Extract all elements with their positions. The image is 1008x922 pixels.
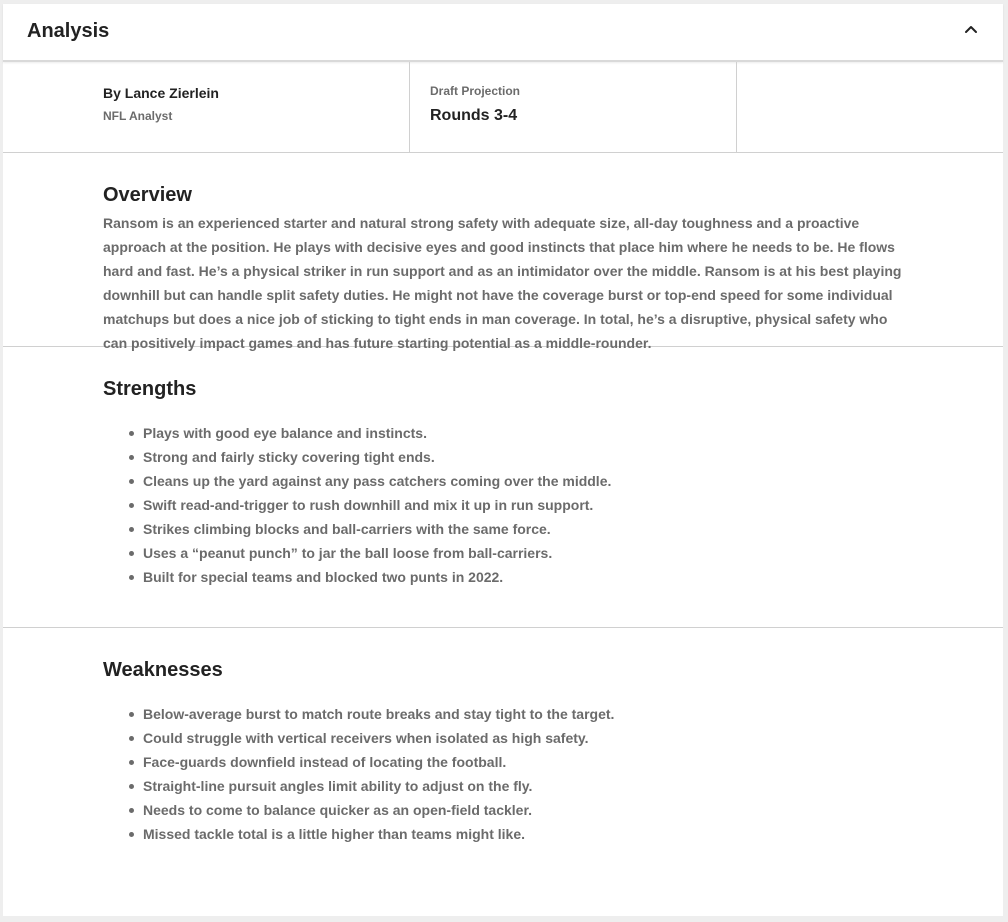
strengths-heading: Strengths [103,378,197,400]
weakness-item: Straight-line pursuit angles limit ability to adjust on the fly. [143,774,907,798]
analysis-card [3,4,1003,916]
analysis-title: Analysis [27,20,110,42]
weaknesses-section [3,628,1003,846]
strength-item: Swift read-and-trigger to rush downhill and mix it up in run support. [143,493,907,517]
weakness-item: Needs to come to balance quicker as an open-field tackler. [143,798,907,822]
strength-item: Plays with good eye balance and instincts. [143,421,907,445]
overview-section [3,153,1003,351]
draft-projection-label: Draft Projection [430,84,521,98]
strength-item: Strikes climbing blocks and ball-carriers with the same force. [143,517,907,541]
weakness-item: Below-average burst to match route breaks and stay tight to the target. [143,702,907,726]
draft-projection-value: Rounds 3-4 [430,107,518,124]
author-cell [3,62,410,152]
strength-item: Strong and fairly sticky covering tight ends. [143,445,907,469]
empty-cell [737,62,1003,152]
overview-text: Ransom is an experienced starter and natural strong safety with adequate size, all-day toughness and a proactive approach at the position. He plays with decisive eyes and good instincts that place him where he needs to be. He flows hard and fast. He’s a physical striker in run support and as an intimidator over the middle. Ransom is at his best playing downhill but can handle split safety duties. He might not have the coverage burst or top-end speed for some individual matchups but does a nice job of sticking to tight ends in man coverage. In total, he’s a disruptive, physical safety who can positively impact games and has future starting potential as a middle-rounder. [103,215,902,351]
strength-item: Built for special teams and blocked two punts in 2022. [143,565,907,589]
weaknesses-list [103,702,907,846]
author-role: NFL Analyst [103,109,173,123]
author-info-row [3,62,1003,153]
author-byline: By Lance Zierlein [103,85,219,101]
weakness-item: Face-guards downfield instead of locating the football. [143,750,907,774]
weakness-item: Missed tackle total is a little higher than teams might like. [143,822,907,846]
weakness-item: Could struggle with vertical receivers when isolated as high safety. [143,726,907,750]
strengths-section [3,347,1003,628]
analysis-header[interactable] [3,4,1003,62]
weaknesses-heading: Weaknesses [103,659,223,681]
strength-item: Cleans up the yard against any pass catchers coming over the middle. [143,469,907,493]
strength-item: Uses a “peanut punch” to jar the ball loose from ball-carriers. [143,541,907,565]
strengths-list [103,421,907,589]
chevron-up-icon[interactable] [959,18,983,42]
draft-projection-cell [410,62,737,152]
overview-heading: Overview [103,184,192,206]
